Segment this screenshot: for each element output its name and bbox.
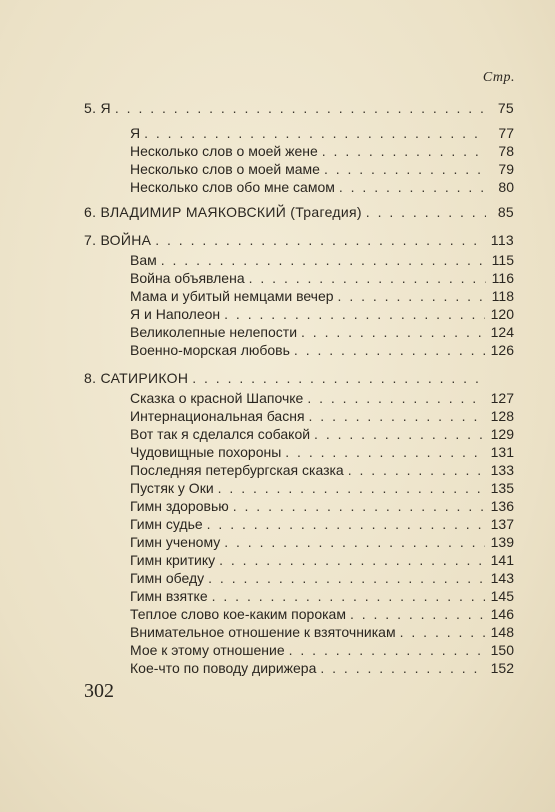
toc-entry bbox=[130, 270, 514, 287]
toc-entry bbox=[130, 660, 514, 677]
dot-leader bbox=[289, 642, 485, 659]
dot-leader bbox=[309, 408, 485, 425]
entry-title: Гимн ученому bbox=[130, 534, 221, 550]
entry-title: Интернациональная басня bbox=[130, 408, 305, 424]
entry-page-number: 152 bbox=[490, 660, 514, 676]
entry-page-number: 80 bbox=[498, 179, 514, 195]
entry-page-number: 116 bbox=[491, 270, 514, 286]
entry-title: Военно-морская любовь bbox=[130, 342, 290, 358]
dot-leader bbox=[233, 498, 485, 515]
toc-entry bbox=[130, 390, 514, 407]
entry-page-number: 78 bbox=[498, 143, 514, 159]
entry-title: Пустяк у Оки bbox=[130, 480, 214, 496]
toc-entry bbox=[130, 570, 514, 587]
entry-page-number: 141 bbox=[490, 552, 514, 568]
entry-page-number: 148 bbox=[490, 624, 514, 640]
entry-title: Кое-что по поводу дирижера bbox=[130, 660, 317, 676]
entry-title: Чудовищные похороны bbox=[130, 444, 282, 460]
dot-leader bbox=[314, 426, 485, 443]
entry-page-number: 137 bbox=[490, 516, 514, 532]
dot-leader bbox=[218, 480, 485, 497]
entry-title: Вам bbox=[130, 252, 157, 268]
toc-entry bbox=[130, 642, 514, 659]
dot-leader bbox=[144, 125, 486, 142]
entry-page-number: 120 bbox=[490, 306, 514, 322]
entry-title: 5. Я bbox=[84, 100, 111, 116]
toc-entry bbox=[130, 534, 514, 551]
entry-page-number: 131 bbox=[490, 444, 514, 460]
entry-title: Война объявлена bbox=[130, 270, 245, 286]
entry-page-number: 143 bbox=[490, 570, 514, 586]
entry-title: Гимн судье bbox=[130, 516, 203, 532]
entry-page-number: 118 bbox=[491, 288, 514, 304]
entry-page-number: 124 bbox=[490, 324, 514, 340]
toc-entry bbox=[130, 306, 514, 323]
dot-leader bbox=[207, 516, 485, 533]
toc-entry bbox=[130, 588, 514, 605]
toc-entry bbox=[130, 498, 514, 515]
entry-title: Несколько слов обо мне самом bbox=[130, 179, 335, 195]
toc-entry bbox=[130, 161, 514, 178]
dot-leader bbox=[301, 324, 485, 341]
entry-page-number: 113 bbox=[490, 232, 514, 248]
entry-title: Гимн обеду bbox=[130, 570, 205, 586]
toc-entry bbox=[130, 342, 514, 359]
entry-title: Гимн здоровью bbox=[130, 498, 229, 514]
entry-title: Несколько слов о моей жене bbox=[130, 143, 318, 159]
dot-leader bbox=[192, 370, 486, 387]
entry-page-number: 127 bbox=[490, 390, 514, 406]
toc-entry bbox=[130, 624, 514, 641]
toc-section-entry bbox=[84, 100, 514, 117]
toc-entry bbox=[130, 179, 514, 196]
entry-page-number: 115 bbox=[491, 252, 514, 268]
toc-entry bbox=[130, 408, 514, 425]
entry-title: Я и Наполеон bbox=[130, 306, 221, 322]
entry-title: Я bbox=[130, 125, 141, 141]
dot-leader bbox=[212, 588, 485, 605]
entry-title: Внимательное отношение к взяточникам bbox=[130, 624, 396, 640]
toc-entry bbox=[130, 606, 514, 623]
dot-leader bbox=[224, 306, 485, 323]
entry-page-number: 136 bbox=[490, 498, 514, 514]
dot-leader bbox=[155, 232, 485, 249]
toc-entry bbox=[130, 552, 514, 569]
entry-page-number: 135 bbox=[490, 480, 514, 496]
dot-leader bbox=[294, 342, 485, 359]
entry-title: Сказка о красной Шапочке bbox=[130, 390, 304, 406]
dot-leader bbox=[339, 179, 486, 196]
entry-title: Гимн критику bbox=[130, 552, 216, 568]
entry-page-number: 133 bbox=[490, 462, 514, 478]
toc-entry bbox=[130, 480, 514, 497]
entry-title: 7. ВОЙНА bbox=[84, 232, 152, 248]
entry-page-number: 75 bbox=[497, 100, 514, 116]
entry-page-number: 77 bbox=[498, 125, 514, 141]
toc-entry bbox=[130, 426, 514, 443]
toc-section-entry bbox=[84, 370, 514, 387]
dot-leader bbox=[350, 606, 485, 623]
entry-title: Мама и убитый немцами вечер bbox=[130, 288, 334, 304]
toc-entry bbox=[130, 444, 514, 461]
dot-leader bbox=[307, 390, 484, 407]
entry-title: 8. САТИРИКОН bbox=[84, 370, 189, 386]
dot-leader bbox=[322, 143, 486, 160]
entry-page-number: 79 bbox=[498, 161, 514, 177]
dot-leader bbox=[224, 534, 484, 551]
dot-leader bbox=[285, 444, 484, 461]
toc-section-entry bbox=[84, 204, 514, 221]
entry-page-number: 146 bbox=[490, 606, 514, 622]
dot-leader bbox=[208, 570, 484, 587]
toc-entry bbox=[130, 252, 514, 269]
dot-leader bbox=[320, 660, 484, 677]
dot-leader bbox=[249, 270, 486, 287]
dot-leader bbox=[400, 624, 485, 641]
toc-entry bbox=[130, 462, 514, 479]
dot-leader bbox=[115, 100, 486, 117]
dot-leader bbox=[219, 552, 485, 569]
entry-page-number: 145 bbox=[490, 588, 514, 604]
entry-title: 6. ВЛАДИМИР МАЯКОВСКИЙ (Трагедия) bbox=[84, 204, 362, 220]
toc-entry bbox=[130, 125, 514, 142]
dot-leader bbox=[161, 252, 486, 269]
entry-title: Великолепные нелепости bbox=[130, 324, 298, 340]
entry-title: Последняя петербургская сказка bbox=[130, 462, 344, 478]
toc-entry bbox=[130, 516, 514, 533]
entry-page-number: 85 bbox=[497, 204, 514, 220]
entry-title: Гимн взятке bbox=[130, 588, 208, 604]
toc-entry bbox=[130, 143, 514, 160]
toc-entry bbox=[130, 288, 514, 305]
entry-page-number: 126 bbox=[490, 342, 514, 358]
entry-page-number: 150 bbox=[490, 642, 514, 658]
dot-leader bbox=[324, 161, 486, 178]
toc-section-entry bbox=[84, 232, 514, 249]
entry-title: Мое к этому отношение bbox=[130, 642, 285, 658]
dot-leader bbox=[348, 462, 485, 479]
page-column-header: Стр. bbox=[482, 70, 515, 85]
entry-title: Теплое слово кое-каким порокам bbox=[130, 606, 346, 622]
entry-page-number: 139 bbox=[490, 534, 514, 550]
entry-page-number: 129 bbox=[490, 426, 514, 442]
toc-entry bbox=[130, 324, 514, 341]
dot-leader bbox=[338, 288, 486, 305]
entry-page-number: 128 bbox=[490, 408, 514, 424]
dot-leader bbox=[366, 204, 486, 221]
page-number: 302 bbox=[84, 680, 114, 702]
entry-title: Несколько слов о моей маме bbox=[130, 161, 320, 177]
entry-title: Вот так я сделался собакой bbox=[130, 426, 311, 442]
